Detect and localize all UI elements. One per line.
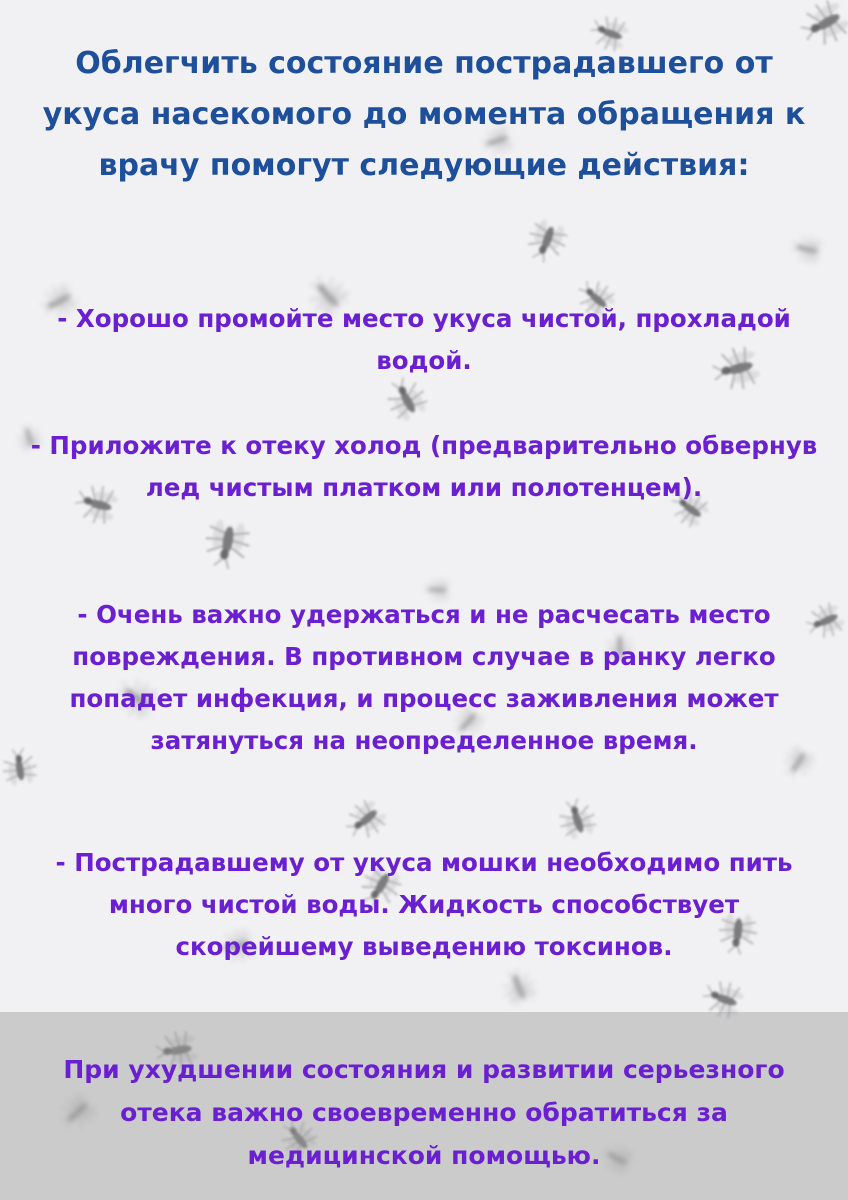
tip-drink-water: - Пострадавшему от укуса мошки необходимо пить много чистой воды. Жидкость способствует скорейшему выведению токсинов. xyxy=(55,848,793,961)
tip-cold: - Приложите к отеку холод (предварительно обвернув лед чистым платком или полотенцем). xyxy=(30,431,818,502)
tip-rinse: - Хорошо промойте место укуса чистой, прохладой водой. xyxy=(57,304,791,375)
footer-warning: При ухудшении состояния и развитии серьезного отека важно своевременно обратиться за медицинской помощью. xyxy=(63,1055,785,1170)
page-title: Облегчить состояние пострадавшего от укуса насекомого до момента обращения к врачу помогут следующие действия: xyxy=(42,46,806,183)
tip-no-scratch: - Очень важно удержаться и не расчесать место повреждения. В противном случае в ранку легко попадет инфекция, и процесс заживления может затянуться на неопределенное время. xyxy=(69,600,779,755)
